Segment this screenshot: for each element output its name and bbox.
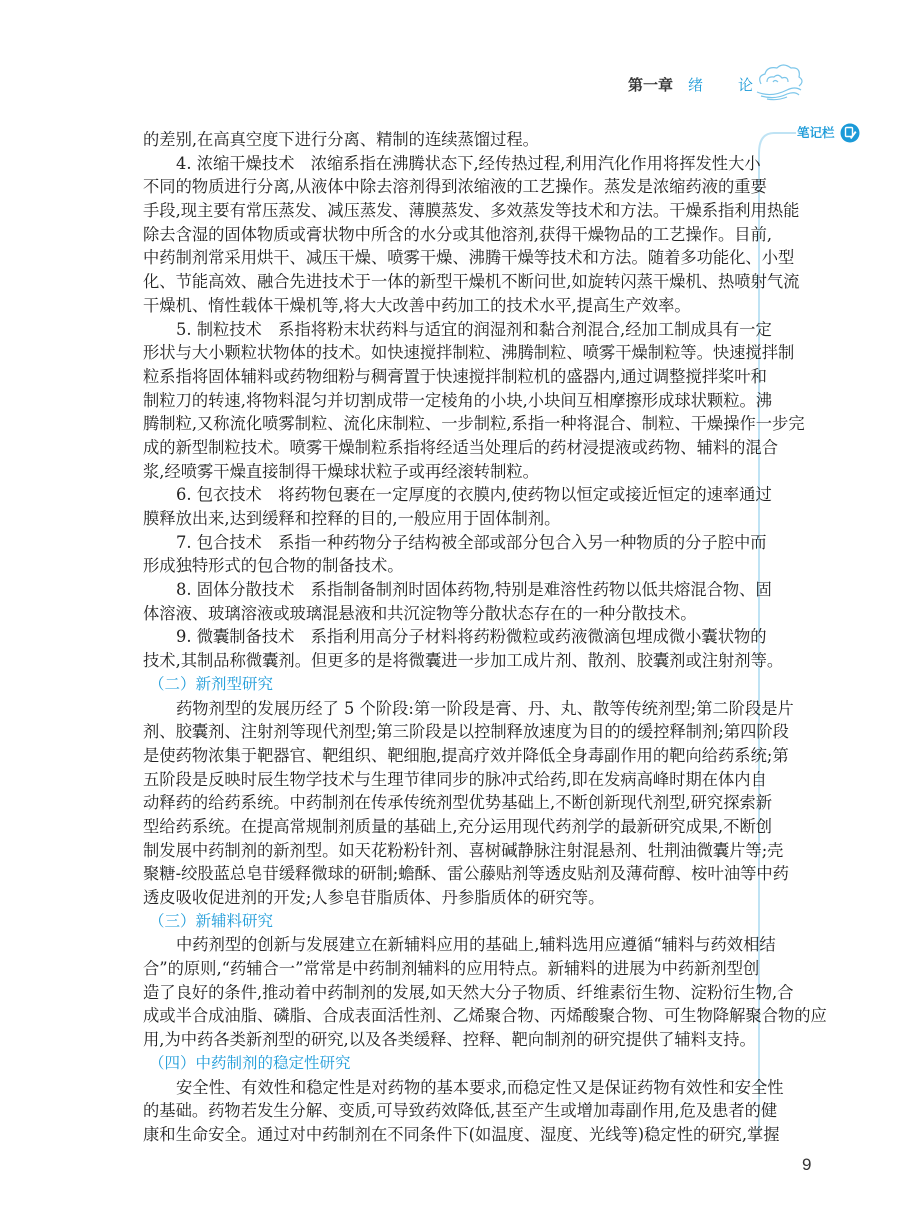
paragraph [143,1076,784,1147]
paragraph [143,152,800,318]
text-line: 腾制粒,又称流化喷雾制粒、流化床制粒、一步制粒,系指一种将混合、制粒、干燥操作一步完 [143,414,805,434]
text-line: 五阶段是反映时辰生物学技术与生理节律同步的脉冲式给药,即在发病高峰时期在体内自 [143,769,767,789]
text-line: 4. 浓缩干燥技术 浓缩系指在沸腾状态下,经传热过程,利用汽化作用将挥发性大小 [176,153,761,173]
text-line: 化、节能高效、融合先进技术于一体的新型干燥机不断问世,如旋转闪蒸干燥机、热喷射气流 [143,272,800,292]
text-line: 动释药的给药系统。中药制剂在传承传统剂型优势基础上,不断创新现代剂型,研究探索新 [143,793,773,813]
chapter-number: 第一章 [628,76,674,94]
text-line: 成的新型制粒技术。喷雾干燥制粒系指将经适当处理后的药材浸提液或药物、辅料的混合 [143,437,778,457]
text-line: 形状与大小颗粒状物体的技术。如快速搅拌制粒、沸腾制粒、喷雾干燥制粒等。快速搅拌制 [143,343,795,363]
chapter-title-part-2: 论 [738,76,754,94]
text-line: 粒系指将固体辅料或药物细粉与稠膏置于快速搅拌制粒机的盛器内,通过调整搅拌桨叶和 [143,366,767,386]
text-line: 安全性、有效性和稳定性是对药物的基本要求,而稳定性又是保证药物有效性和安全性 [176,1077,784,1097]
text-line: 7. 包合技术 系指一种药物分子结构被全部或部分包合入另一种物质的分子腔中而 [176,532,767,552]
text-line: 用,为中药各类新剂型的研究,以及各类缓释、控释、靶向制剂的研究提供了辅料支持。 [143,1030,756,1050]
text-line: 技术,其制品称微囊剂。但更多的是将微囊进一步加工成片剂、散剂、胶囊剂或注射剂等。 [143,651,784,671]
text-line: 6. 包衣技术 将药物包裹在一定厚度的衣膜内,使药物以恒定或接近恒定的速率通过 [176,485,772,505]
chapter-title-part-1: 绪 [688,76,704,94]
paragraph [143,933,827,1051]
note-pencil-icon [840,123,860,143]
text-line: 康和生命安全。通过对中药制剂在不同条件下(如温度、湿度、光线等)稳定性的研究,掌握 [143,1124,780,1144]
text-line: 9. 微囊制备技术 系指利用高分子材料将药粉微粒或药液微滴包埋成微小囊状物的 [176,627,767,647]
text-line: 手段,现主要有常压蒸发、减压蒸发、薄膜蒸发、多效蒸发等技术和方法。干燥系指利用热能 [143,201,800,221]
text-line: 的差别,在高真空度下进行分离、精制的连续蒸馏过程。 [143,130,539,149]
paragraph [143,578,772,625]
text-line: 体溶液、玻璃溶液或玻璃混悬液和共沉淀物等分散状态存在的一种分散技术。 [143,603,697,623]
section-heading: （四）中药制剂的稳定性研究 [149,1053,351,1072]
text-line: 制发展中药制剂的新剂型。如天花粉粉针剂、喜树碱静脉注射混悬剂、牡荆油微囊片等;壳 [143,840,784,860]
text-line: 除去含湿的固体物质或膏状物中所含的水分或其他溶剂,获得干燥物品的工艺操作。目前, [143,224,773,244]
text-line: 干燥机、惰性载体干燥机等,将大大改善中药加工的技术水平,提高生产效率。 [143,295,691,315]
text-line: 剂、胶囊剂、注射剂等现代剂型;第三阶段是以控制释放速度为目的的缓控释制剂;第四阶段 [143,722,789,742]
text-line: 制粒刀的转速,将物料混匀并切割成带一定棱角的小块,小块间互相摩擦形成球状颗粒。沸 [143,390,773,410]
paragraph [143,128,757,152]
paragraph [143,531,767,578]
text-line: 中药剂型的创新与发展建立在新辅料应用的基础上,辅料选用应遵循“辅料与药效相结 [176,935,776,955]
text-line: 合”的原则,“药辅合一”常常是中药制剂辅料的应用特点。新辅料的进展为中药新剂型创 [143,959,760,979]
text-line: 聚糖-绞股蓝总皂苷缓释微球的研制;蟾酥、雷公藤贴剂等透皮贴剂及薄荷醇、桉叶油等中药 [143,864,789,884]
text-line: 型给药系统。在提高常规制剂质量的基础上,充分运用现代药剂学的最新研究成果,不断创 [143,816,773,836]
text-line: 中药制剂常采用烘干、减压干燥、喷雾干燥、沸腾干燥等技术和方法。随着多功能化、小型 [143,248,795,268]
text-line: 形成独特形式的包合物的制备技术。 [143,556,404,576]
text-line: 不同的物质进行分离,从液体中除去溶剂得到浓缩液的工艺操作。蒸发是浓缩药液的重要 [143,177,767,197]
text-line: 成或半合成油脂、磷脂、合成表面活性剂、乙烯聚合物、丙烯酸聚合物、可生物降解聚合物的应 [143,1006,827,1026]
section-heading: （三）新辅料研究 [149,911,274,930]
page-number: 9 [802,1155,812,1174]
text-line: 是使药物浓集于靶器官、靶组织、靶细胞,提高疗效并降低全身毒副作用的靶向给药系统;第 [143,745,789,765]
text-line: 造了良好的条件,推动着中药制剂的发展,如天然大分子物质、纤维素衍生物、淀粉衍生物,合 [143,982,794,1002]
text-line: 膜释放出来,达到缓释和控释的目的,一般应用于固体制剂。 [143,509,561,528]
notes-label: 笔记栏 [797,125,835,140]
text-line: 8. 固体分散技术 系指制备制剂时固体药物,特别是难溶性药物以低共熔混合物、固 [176,580,772,600]
paragraph [143,483,772,530]
paragraph [143,625,784,672]
text-line: 透皮吸收促进剂的开发;人参皂苷脂质体、丹参脂质体的研究等。 [143,888,605,907]
paragraph [143,318,805,484]
text-line: 药物剂型的发展历经了 5 个阶段:第一阶段是膏、丹、丸、散等传统剂型;第二阶段是片 [176,698,794,718]
section-heading: （二）新剂型研究 [149,674,274,693]
cloud-ornament-icon [755,62,805,102]
text-line: 的基础。药物若发生分解、变质,可导致药效降低,甚至产生或增加毒副作用,危及患者的健 [143,1101,778,1121]
text-line: 浆,经喷雾干燥直接制得干燥球状粒子或再经滚转制粒。 [143,461,539,481]
text-line: 5. 制粒技术 系指将粉末状药料与适宜的润湿剂和黏合剂混合,经加工制成具有一定 [176,319,772,339]
paragraph [143,697,794,910]
